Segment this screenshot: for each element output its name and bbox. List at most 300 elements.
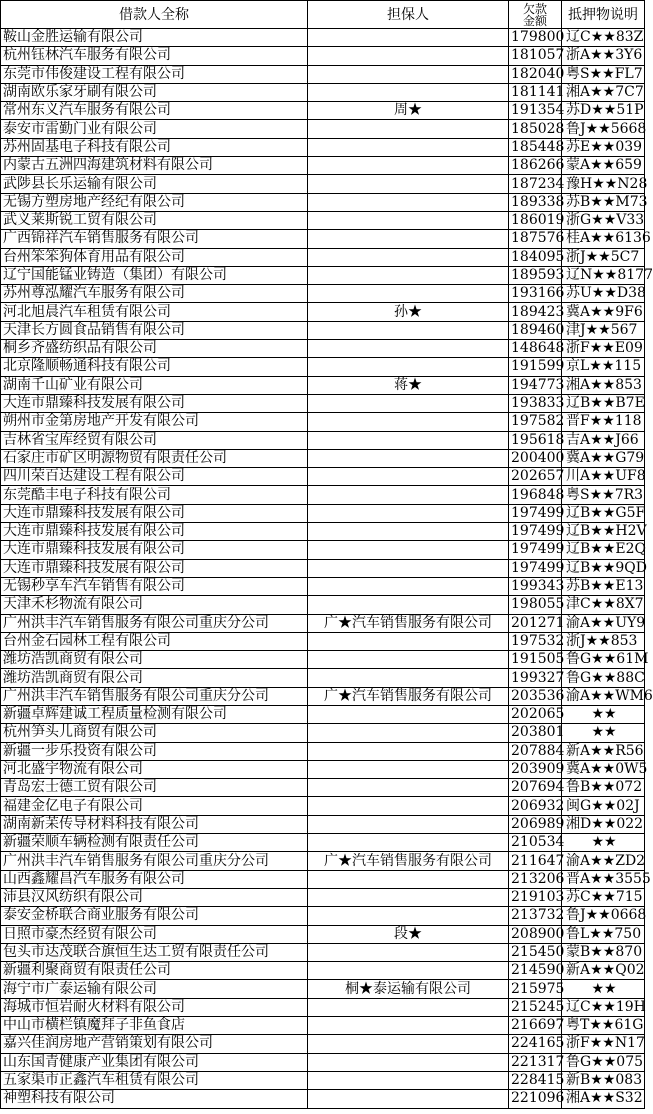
collateral-cell: 辽B★★H2V — [562, 523, 645, 541]
amount-cell: 224165 — [509, 1035, 562, 1053]
collateral-cell: 鲁J★★5668 — [562, 120, 645, 138]
borrower-cell: 青岛宏士德工贸有限公司 — [1, 779, 308, 797]
borrower-cell: 大连市鼎臻科技发展有限公司 — [1, 523, 308, 541]
collateral-cell: 晋A★★3555 — [562, 870, 645, 888]
collateral-cell: 吉A★★J66 — [562, 431, 645, 449]
collateral-cell: 浙J★★5C7 — [562, 248, 645, 266]
table-row — [1, 193, 645, 211]
amount-cell: 202065 — [509, 705, 562, 723]
borrower-cell: 山西鑫耀昌汽车服务有限公司 — [1, 870, 308, 888]
borrower-cell: 吉林省宝库经贸有限公司 — [1, 431, 308, 449]
guarantor-cell: 孙★ — [308, 303, 509, 321]
borrower-cell: 台州金石园林工程有限公司 — [1, 632, 308, 650]
borrower-cell: 鞍山金胜运输有限公司 — [1, 29, 308, 47]
borrower-cell: 河北旭晨汽车租赁有限公司 — [1, 303, 308, 321]
collateral-cell: 苏C★★715 — [562, 888, 645, 906]
collateral-cell: 渝A★★ZD2 — [562, 852, 645, 870]
amount-cell: 191599 — [509, 358, 562, 376]
table-row — [1, 230, 645, 248]
borrower-cell: 石家庄市矿区明源物贸有限责任公司 — [1, 449, 308, 467]
borrower-cell: 嘉兴佳润房地产营销策划有限公司 — [1, 1035, 308, 1053]
borrower-cell: 中山市横栏镇魔拜子非鱼食店 — [1, 1017, 308, 1035]
amount-cell: 189338 — [509, 193, 562, 211]
table-row — [1, 120, 645, 138]
table-row — [1, 449, 645, 467]
table-row — [1, 468, 645, 486]
guarantor-cell — [308, 431, 509, 449]
amount-cell: 181141 — [509, 83, 562, 101]
table-row — [1, 211, 645, 229]
table-row — [1, 340, 645, 358]
collateral-cell: 浙A★★3Y6 — [562, 47, 645, 65]
borrower-cell: 河北盛宇物流有限公司 — [1, 760, 308, 778]
borrower-cell: 泰安金桥联合商业服务有限公司 — [1, 907, 308, 925]
collateral-cell: ★★ — [562, 834, 645, 852]
guarantor-cell — [308, 358, 509, 376]
table-row — [1, 321, 645, 339]
guarantor-cell: 蒋★ — [308, 376, 509, 394]
amount-cell: 189460 — [509, 321, 562, 339]
borrower-cell: 山东国青健康产业集团有限公司 — [1, 1053, 308, 1071]
guarantor-cell — [308, 943, 509, 961]
guarantor-cell — [308, 193, 509, 211]
collateral-cell: 鲁J★★0668 — [562, 907, 645, 925]
table-row — [1, 1017, 645, 1035]
collateral-cell: 苏B★★E13 — [562, 577, 645, 595]
table-row — [1, 797, 645, 815]
amount-cell: 197582 — [509, 413, 562, 431]
collateral-cell: 冀A★★0W5 — [562, 760, 645, 778]
borrower-cell: 朔州市金第房地产开发有限公司 — [1, 413, 308, 431]
table-row — [1, 834, 645, 852]
table-row — [1, 596, 645, 614]
amount-cell: 210534 — [509, 834, 562, 852]
amount-cell: 201271 — [509, 614, 562, 632]
table-row — [1, 1090, 645, 1108]
amount-cell: 197499 — [509, 523, 562, 541]
borrower-cell: 杭州钰林汽车服务有限公司 — [1, 47, 308, 65]
guarantor-cell — [308, 815, 509, 833]
guarantor-cell — [308, 394, 509, 412]
borrower-cell: 大连市鼎臻科技发展有限公司 — [1, 559, 308, 577]
table-row — [1, 248, 645, 266]
guarantor-cell — [308, 504, 509, 522]
collateral-cell: 新A★★R56 — [562, 742, 645, 760]
amount-cell: 189423 — [509, 303, 562, 321]
borrower-cell: 福建金亿电子有限公司 — [1, 797, 308, 815]
amount-cell: 196848 — [509, 486, 562, 504]
collateral-cell: 鲁B★★072 — [562, 779, 645, 797]
borrower-cell: 海宁市广泰运输有限公司 — [1, 980, 308, 998]
borrower-cell: 辽宁国能锰业铸造（集团）有限公司 — [1, 266, 308, 284]
borrower-cell: 广州洪丰汽车销售服务有限公司重庆分公司 — [1, 852, 308, 870]
guarantor-cell — [308, 468, 509, 486]
borrower-cell: 内蒙古五洲四海建筑材料有限公司 — [1, 157, 308, 175]
guarantor-cell: 广★汽车销售服务有限公司 — [308, 687, 509, 705]
table-row — [1, 1071, 645, 1089]
collateral-cell: 川A★★UF8 — [562, 468, 645, 486]
amount-cell: 214590 — [509, 962, 562, 980]
header-guarantor: 担保人 — [308, 1, 509, 29]
guarantor-cell — [308, 230, 509, 248]
collateral-cell: 辽C★★83Z — [562, 29, 645, 47]
header-collateral: 抵押物说明 — [562, 1, 645, 29]
collateral-cell: 蒙B★★870 — [562, 943, 645, 961]
table-row — [1, 870, 645, 888]
collateral-cell: 鲁G★★075 — [562, 1053, 645, 1071]
collateral-cell: 津J★★567 — [562, 321, 645, 339]
collateral-cell: 新B★★083 — [562, 1071, 645, 1089]
amount-cell: 213732 — [509, 907, 562, 925]
table-row — [1, 760, 645, 778]
table-row — [1, 303, 645, 321]
guarantor-cell — [308, 541, 509, 559]
guarantor-cell — [308, 724, 509, 742]
amount-cell: 207694 — [509, 779, 562, 797]
borrower-cell: 广州洪丰汽车销售服务有限公司重庆分公司 — [1, 614, 308, 632]
guarantor-cell — [308, 47, 509, 65]
collateral-cell: 浙J★★853 — [562, 632, 645, 650]
borrower-cell: 大连市鼎臻科技发展有限公司 — [1, 541, 308, 559]
table-header — [1, 1, 645, 29]
amount-cell: 181057 — [509, 47, 562, 65]
collateral-cell: 鲁L★★750 — [562, 925, 645, 943]
borrower-cell: 东莞酷丰电子科技有限公司 — [1, 486, 308, 504]
guarantor-cell — [308, 523, 509, 541]
guarantor-cell — [308, 266, 509, 284]
collateral-cell: 新A★★Q02 — [562, 962, 645, 980]
collateral-cell: ★★ — [562, 980, 645, 998]
guarantor-cell — [308, 760, 509, 778]
table-row — [1, 943, 645, 961]
guarantor-cell — [308, 742, 509, 760]
header-amount-line2: 金额 — [522, 13, 547, 28]
guarantor-cell — [308, 248, 509, 266]
collateral-cell: 渝A★★WM6 — [562, 687, 645, 705]
guarantor-cell — [308, 1090, 509, 1108]
table-row — [1, 83, 645, 101]
amount-cell: 186266 — [509, 157, 562, 175]
amount-cell: 203801 — [509, 724, 562, 742]
guarantor-cell — [308, 29, 509, 47]
borrower-cell: 无锡秒享车汽车销售有限公司 — [1, 577, 308, 595]
collateral-cell: 苏D★★51P — [562, 102, 645, 120]
amount-cell: 211647 — [509, 852, 562, 870]
amount-cell: 215450 — [509, 943, 562, 961]
table-row — [1, 559, 645, 577]
guarantor-cell — [308, 559, 509, 577]
table-row — [1, 47, 645, 65]
amount-cell: 148648 — [509, 340, 562, 358]
collateral-cell: 辽B★★G5F — [562, 504, 645, 522]
borrower-cell: 北京隆顺畅通科技有限公司 — [1, 358, 308, 376]
amount-cell: 199343 — [509, 577, 562, 595]
collateral-cell: 晋F★★118 — [562, 413, 645, 431]
borrower-cell: 湖南欧乐家牙刷有限公司 — [1, 83, 308, 101]
collateral-cell: 粤T★★61G — [562, 1017, 645, 1035]
amount-cell: 213206 — [509, 870, 562, 888]
table-row — [1, 724, 645, 742]
amount-cell: 194773 — [509, 376, 562, 394]
guarantor-cell — [308, 834, 509, 852]
table-row — [1, 102, 645, 120]
table-row — [1, 925, 645, 943]
table-row — [1, 486, 645, 504]
borrower-cell: 常州东义汽车服务有限公司 — [1, 102, 308, 120]
borrower-cell: 苏州固基电子科技有限公司 — [1, 138, 308, 156]
table-row — [1, 157, 645, 175]
amount-cell: 191354 — [509, 102, 562, 120]
amount-cell: 206989 — [509, 815, 562, 833]
table-row — [1, 358, 645, 376]
guarantor-cell — [308, 596, 509, 614]
guarantor-cell — [308, 175, 509, 193]
borrower-cell: 广西锦祥汽车销售服务有限公司 — [1, 230, 308, 248]
borrower-cell: 潍坊浩凯商贸有限公司 — [1, 669, 308, 687]
header-amount — [509, 1, 562, 29]
amount-cell: 193166 — [509, 285, 562, 303]
amount-cell: 197499 — [509, 504, 562, 522]
amount-cell: 207884 — [509, 742, 562, 760]
guarantor-cell — [308, 632, 509, 650]
table-row — [1, 687, 645, 705]
collateral-cell: 鲁G★★61M — [562, 651, 645, 669]
guarantor-cell — [308, 651, 509, 669]
collateral-cell: 津C★★8X7 — [562, 596, 645, 614]
table-row — [1, 175, 645, 193]
collateral-cell: 粤S★★7R3 — [562, 486, 645, 504]
borrower-cell: 四川荣百达建设工程有限公司 — [1, 468, 308, 486]
borrower-cell: 台州笨笨狗体育用品有限公司 — [1, 248, 308, 266]
borrower-cell: 日照市豪杰经贸有限公司 — [1, 925, 308, 943]
collateral-cell: 浙F★★N17 — [562, 1035, 645, 1053]
table-row — [1, 504, 645, 522]
table-row — [1, 815, 645, 833]
borrower-cell: 广州洪丰汽车销售服务有限公司重庆分公司 — [1, 687, 308, 705]
amount-cell: 197499 — [509, 559, 562, 577]
borrower-cell: 神塑科技有限公司 — [1, 1090, 308, 1108]
table-row — [1, 523, 645, 541]
table-body — [1, 29, 653, 1109]
guarantor-cell: 桐★泰运输有限公司 — [308, 980, 509, 998]
collateral-cell: 苏U★★D38 — [562, 285, 645, 303]
amount-cell: 187576 — [509, 230, 562, 248]
table-row — [1, 980, 645, 998]
guarantor-cell — [308, 962, 509, 980]
header-borrower: 借款人全称 — [1, 1, 308, 29]
guarantor-cell — [308, 779, 509, 797]
table-row — [1, 394, 645, 412]
amount-cell: 193833 — [509, 394, 562, 412]
table-row — [1, 614, 645, 632]
collateral-cell: 湘D★★022 — [562, 815, 645, 833]
collateral-cell: 鲁G★★88C — [562, 669, 645, 687]
table-row — [1, 1053, 645, 1071]
table-row — [1, 285, 645, 303]
amount-cell: 185448 — [509, 138, 562, 156]
table-row — [1, 1035, 645, 1053]
collateral-cell: 粤S★★FL7 — [562, 65, 645, 83]
collateral-cell: 豫H★★N28 — [562, 175, 645, 193]
guarantor-cell: 周★ — [308, 102, 509, 120]
table-row — [1, 413, 645, 431]
borrower-cell: 新疆利聚商贸有限责任公司 — [1, 962, 308, 980]
borrower-cell: 武义莱斯锐工贸有限公司 — [1, 211, 308, 229]
guarantor-cell — [308, 1035, 509, 1053]
amount-cell: 203909 — [509, 760, 562, 778]
amount-cell: 228415 — [509, 1071, 562, 1089]
collateral-cell: 辽B★★E2Q — [562, 541, 645, 559]
table-row — [1, 742, 645, 760]
borrower-cell: 湖南千山矿业有限公司 — [1, 376, 308, 394]
amount-cell: 200400 — [509, 449, 562, 467]
guarantor-cell — [308, 486, 509, 504]
guarantor-cell — [308, 577, 509, 595]
guarantor-cell — [308, 998, 509, 1016]
header-row — [1, 1, 645, 29]
guarantor-cell: 广★汽车销售服务有限公司 — [308, 614, 509, 632]
table-row — [1, 431, 645, 449]
guarantor-cell — [308, 888, 509, 906]
guarantor-cell — [308, 157, 509, 175]
guarantor-cell — [308, 1053, 509, 1071]
amount-cell: 197532 — [509, 632, 562, 650]
table-row — [1, 651, 645, 669]
amount-cell: 197499 — [509, 541, 562, 559]
borrower-cell: 东莞市伟俊建设工程有限公司 — [1, 65, 308, 83]
guarantor-cell — [308, 321, 509, 339]
amount-cell: 184095 — [509, 248, 562, 266]
amount-cell: 215245 — [509, 998, 562, 1016]
guarantor-cell: 段★ — [308, 925, 509, 943]
borrower-cell: 新疆一步乐投资有限公司 — [1, 742, 308, 760]
borrower-cell: 海城市恒岩耐火材料有限公司 — [1, 998, 308, 1016]
amount-cell: 215975 — [509, 980, 562, 998]
table-row — [1, 376, 645, 394]
table-row — [1, 669, 645, 687]
guarantor-cell — [308, 120, 509, 138]
collateral-cell: 辽C★★19H — [562, 998, 645, 1016]
borrower-cell: 潍坊浩凯商贸有限公司 — [1, 651, 308, 669]
borrower-cell: 包头市达茂联合旗恒生达工贸有限责任公司 — [1, 943, 308, 961]
borrower-cell: 大连市鼎臻科技发展有限公司 — [1, 504, 308, 522]
table-row — [1, 541, 645, 559]
collateral-cell: 苏B★★M73 — [562, 193, 645, 211]
guarantor-cell — [308, 669, 509, 687]
table-row — [1, 907, 645, 925]
collateral-cell: 浙G★★V33 — [562, 211, 645, 229]
table-row — [1, 779, 645, 797]
borrower-cell: 沛县汉风纺织有限公司 — [1, 888, 308, 906]
table-row — [1, 632, 645, 650]
table-row — [1, 962, 645, 980]
amount-cell: 191505 — [509, 651, 562, 669]
guarantor-cell — [308, 211, 509, 229]
guarantor-cell — [308, 340, 509, 358]
guarantor-cell — [308, 1017, 509, 1035]
collateral-cell: ★★ — [562, 724, 645, 742]
guarantor-cell — [308, 138, 509, 156]
table-row — [1, 577, 645, 595]
amount-cell: 187234 — [509, 175, 562, 193]
guarantor-cell — [308, 413, 509, 431]
amount-cell: 198055 — [509, 596, 562, 614]
table-row — [1, 888, 645, 906]
collateral-cell: 闽G★★02J — [562, 797, 645, 815]
collateral-cell: ★★ — [562, 705, 645, 723]
borrower-cell: 五家渠市正鑫汽车租赁有限公司 — [1, 1071, 308, 1089]
amount-cell: 221317 — [509, 1053, 562, 1071]
guarantor-cell — [308, 449, 509, 467]
collateral-cell: 冀A★★9F6 — [562, 303, 645, 321]
table-row — [1, 998, 645, 1016]
borrower-cell: 无锡方塑房地产经纪有限公司 — [1, 193, 308, 211]
table-row — [1, 65, 645, 83]
collateral-cell: 湘A★★S32 — [562, 1090, 645, 1108]
amount-cell: 186019 — [509, 211, 562, 229]
collateral-cell: 辽B★★9QD — [562, 559, 645, 577]
amount-cell: 221096 — [509, 1090, 562, 1108]
table-row — [1, 138, 645, 156]
collateral-cell: 辽N★★8177 — [562, 266, 645, 284]
collateral-cell: 桂A★★6136 — [562, 230, 645, 248]
amount-cell: 199327 — [509, 669, 562, 687]
borrower-cell: 大连市鼎臻科技发展有限公司 — [1, 394, 308, 412]
collateral-cell: 苏E★★039 — [562, 138, 645, 156]
guarantor-cell: 广★汽车销售服务有限公司 — [308, 852, 509, 870]
collateral-cell: 渝A★★UY9 — [562, 614, 645, 632]
guarantor-cell — [308, 907, 509, 925]
amount-cell: 182040 — [509, 65, 562, 83]
amount-cell: 179800 — [509, 29, 562, 47]
borrower-cell: 桐乡齐盛纺织品有限公司 — [1, 340, 308, 358]
collateral-cell: 湘A★★853 — [562, 376, 645, 394]
guarantor-cell — [308, 83, 509, 101]
header-amount-line1: 欠款 — [522, 1, 547, 16]
table-row — [1, 705, 645, 723]
guarantor-cell — [308, 1071, 509, 1089]
borrower-cell: 新疆荣顺车辆检测有限责任公司 — [1, 834, 308, 852]
borrower-cell: 武陟县长乐运输有限公司 — [1, 175, 308, 193]
guarantor-cell — [308, 870, 509, 888]
borrower-cell: 新疆卓辉建诚工程质量检测有限公司 — [1, 705, 308, 723]
borrower-cell: 天津禾杉物流有限公司 — [1, 596, 308, 614]
borrower-cell: 杭州笋头儿商贸有限公司 — [1, 724, 308, 742]
collateral-cell: 浙F★★E09 — [562, 340, 645, 358]
amount-cell: 208900 — [509, 925, 562, 943]
amount-cell: 189593 — [509, 266, 562, 284]
table-row — [1, 29, 645, 47]
guarantor-cell — [308, 797, 509, 815]
collateral-cell: 湘A★★7C7 — [562, 83, 645, 101]
amount-cell: 219103 — [509, 888, 562, 906]
amount-cell: 216697 — [509, 1017, 562, 1035]
collateral-cell: 京L★★115 — [562, 358, 645, 376]
amount-cell: 206932 — [509, 797, 562, 815]
amount-cell: 203536 — [509, 687, 562, 705]
guarantor-cell — [308, 65, 509, 83]
table-row — [1, 266, 645, 284]
borrower-cell: 湖南新苿传导材料科技有限公司 — [1, 815, 308, 833]
borrower-cell: 天津长方圆食品销售有限公司 — [1, 321, 308, 339]
collateral-cell: 辽B★★B7E — [562, 394, 645, 412]
amount-cell: 195618 — [509, 431, 562, 449]
borrower-cell: 泰安市雷勤门业有限公司 — [1, 120, 308, 138]
guarantor-cell — [308, 705, 509, 723]
collateral-cell: 蒙A★★659 — [562, 157, 645, 175]
amount-cell: 185028 — [509, 120, 562, 138]
amount-cell: 202657 — [509, 468, 562, 486]
